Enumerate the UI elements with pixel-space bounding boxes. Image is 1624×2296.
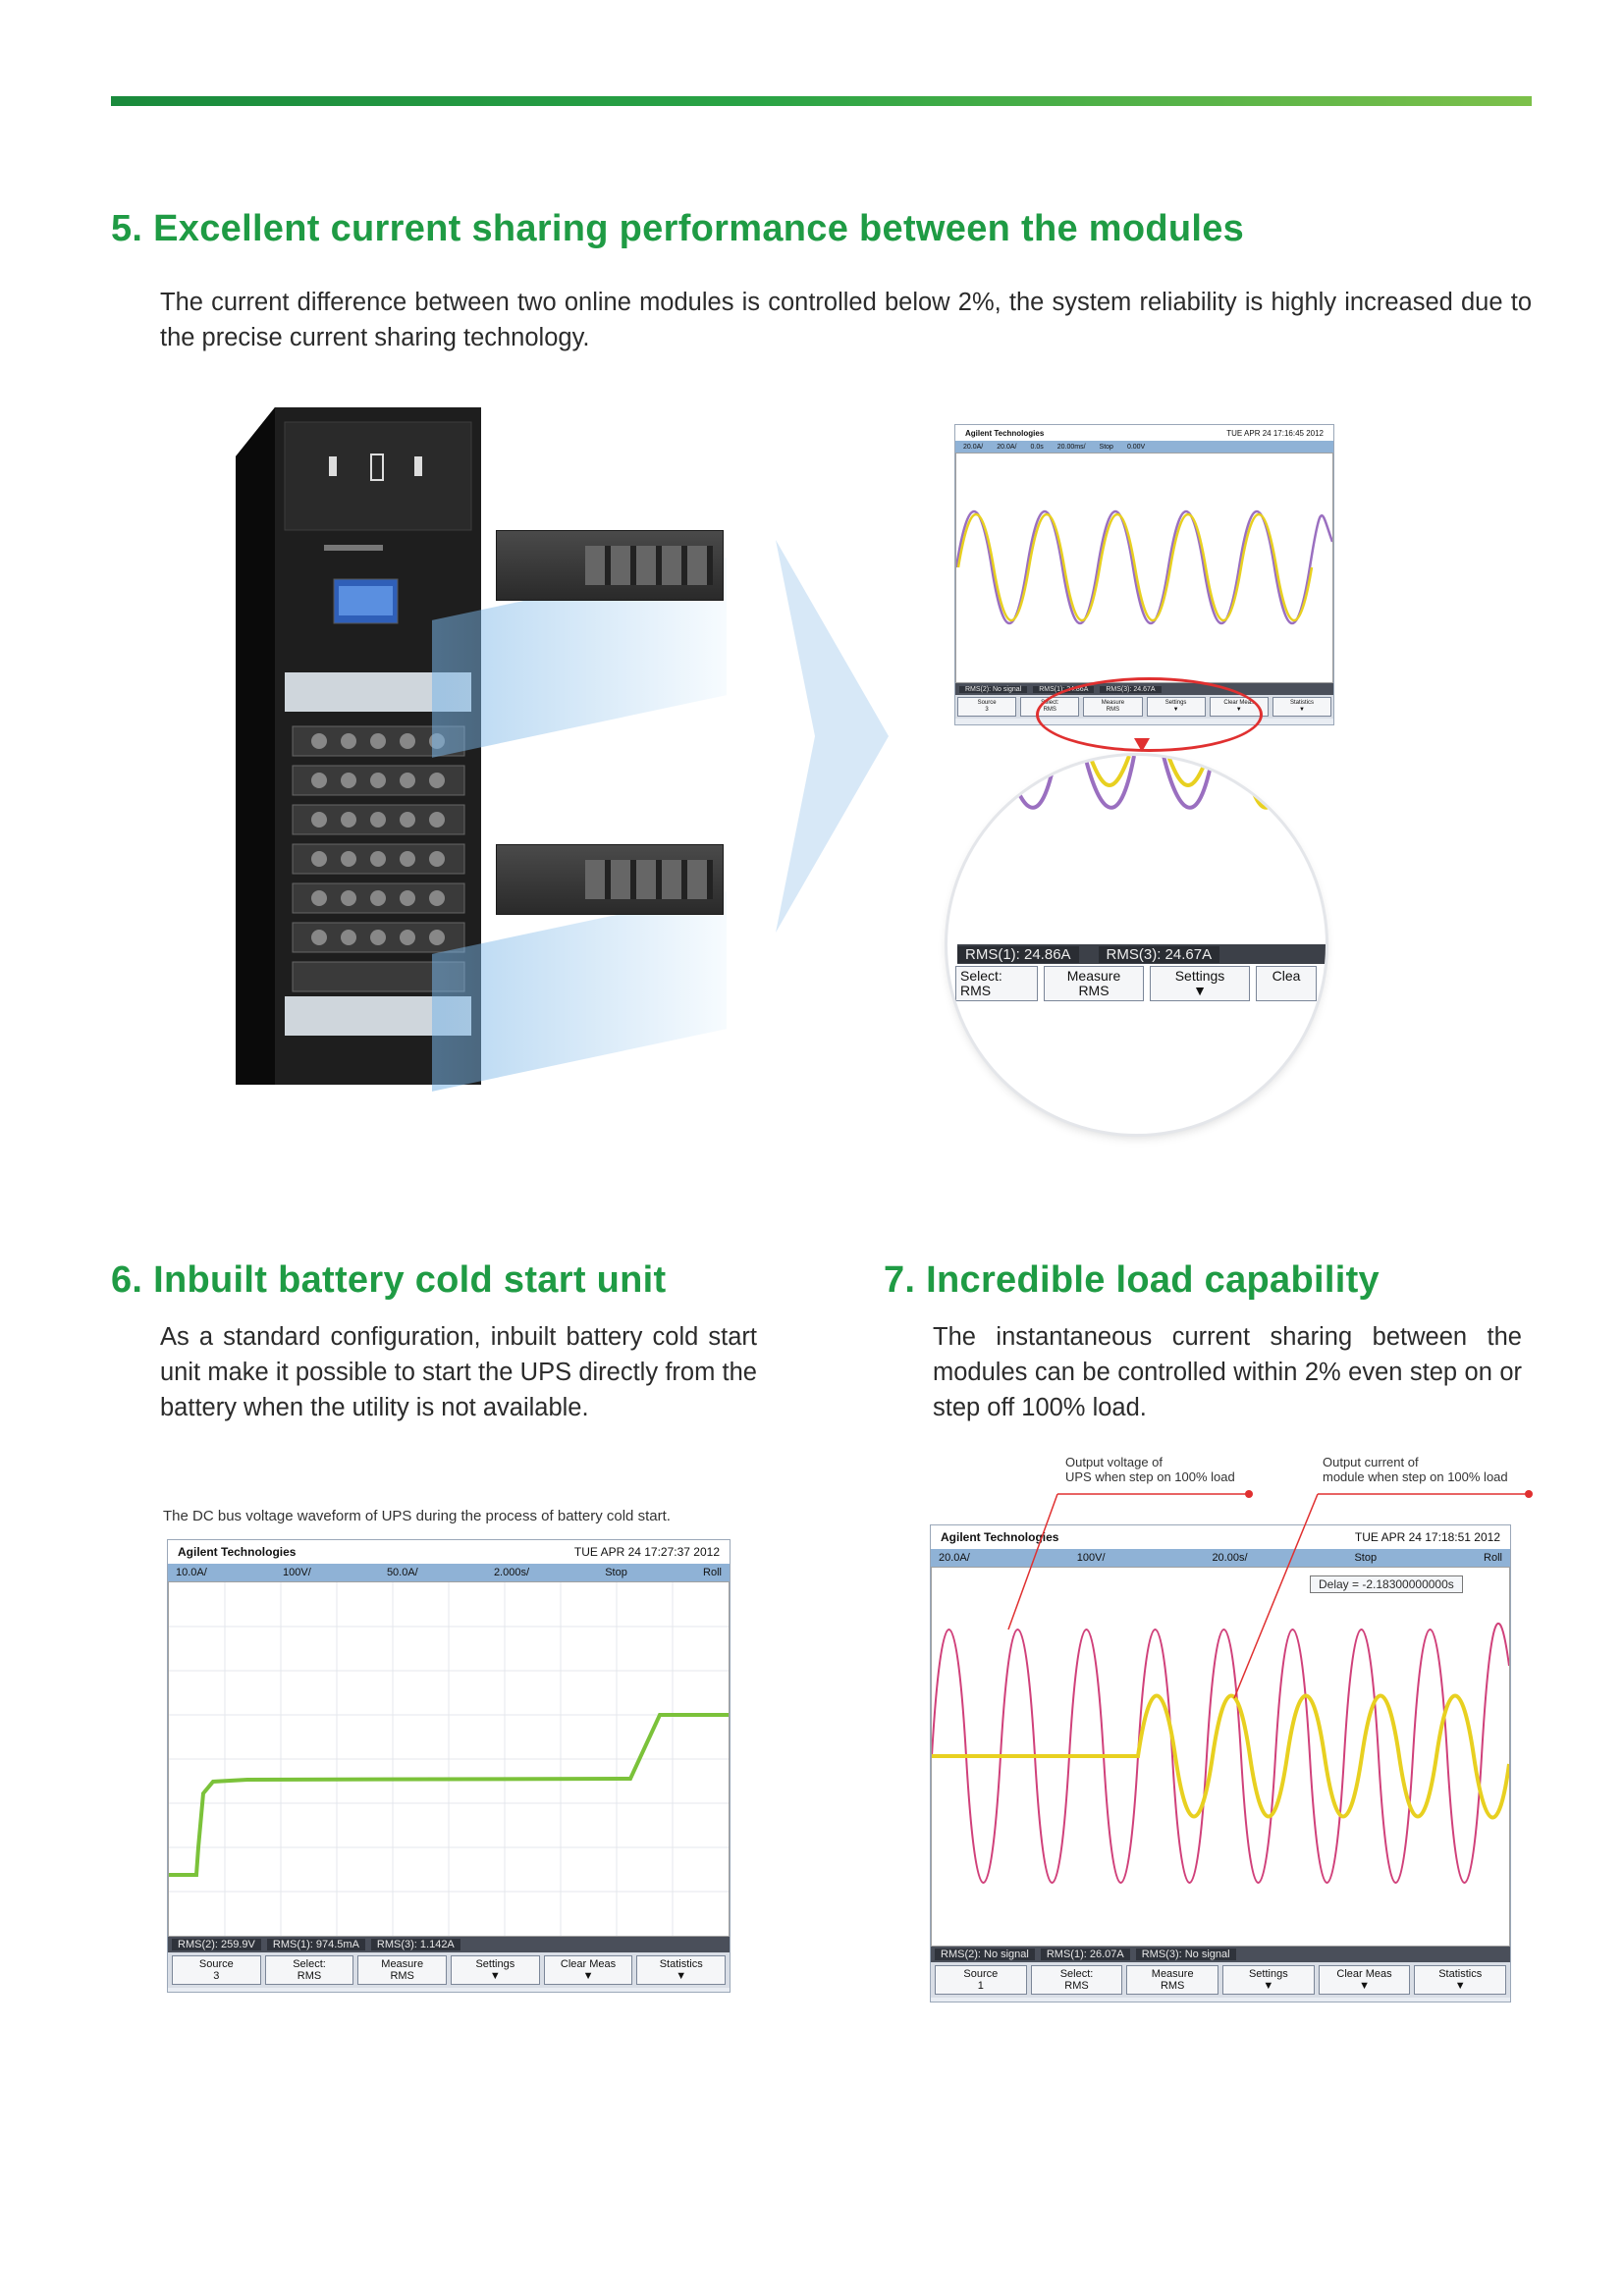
zoom-softkey-settings[interactable]: Settings ▼ [1150, 966, 1250, 1001]
zoom-status-bar [957, 944, 1326, 964]
scope6-header [168, 1540, 730, 1564]
rms-readout: RMS(2): 259.9V [172, 1939, 261, 1950]
rms-readout: RMS(3): 1.142A [371, 1939, 460, 1950]
zoom-softkeys [955, 966, 1326, 1001]
softkey-clear-meas[interactable]: Clear Meas ▼ [544, 1955, 633, 1985]
timebase: 20.00ms/ [1056, 443, 1086, 451]
scope-datetime: TUE APR 24 17:16:45 2012 [1226, 428, 1324, 438]
softkey-measure[interactable]: Measure RMS [357, 1955, 447, 1985]
scope-top-header [955, 425, 1333, 441]
power-module-bottom [496, 844, 724, 915]
annotation-leaders [930, 1472, 1539, 1708]
trigger-level: 0.00V [1126, 443, 1146, 451]
time-offset: 0.0s [1030, 443, 1044, 451]
scope-datetime: TUE APR 24 17:27:37 2012 [573, 1545, 720, 1559]
power-module-top [496, 530, 724, 601]
ch3-scale: 50.0A/ [386, 1567, 418, 1578]
softkey-settings[interactable]: Settings ▼ [1147, 697, 1206, 717]
rms-readout: RMS(1): 974.5mA [267, 1939, 365, 1950]
top-divider-bar [111, 96, 1532, 106]
ch3-scale: 100V/ [1076, 1552, 1106, 1564]
leader-current-dot [1525, 1490, 1533, 1498]
ch1-scale: 10.0A/ [176, 1567, 207, 1578]
arrow-graphic [776, 540, 893, 933]
section-6-heading: 6. Inbuilt battery cold start unit [111, 1259, 667, 1301]
softkey-select[interactable]: Select: RMS [1020, 697, 1079, 717]
annotation-voltage: Output voltage of UPS when step on 100% load [1065, 1455, 1235, 1484]
mode: Roll [1484, 1552, 1502, 1564]
softkey-statistics[interactable]: Statistics ▼ [1272, 697, 1331, 717]
scope7-softkeys [931, 1962, 1510, 1998]
rms-readout: RMS(3): No signal [1136, 1949, 1236, 1960]
agilent-brand: Agilent Technologies [941, 1530, 1059, 1544]
section-5-body: The current difference between two online modules is controlled below 2%, the system reliability is highly increased due to the precise current sharing technology. [160, 289, 1532, 351]
zoom-rms-1: RMS(1): 24.86A [957, 946, 1079, 963]
rms-readout: RMS(2): No signal [935, 1949, 1035, 1960]
zoom-magnifier [947, 756, 1326, 1134]
highlight-arrow [1134, 738, 1150, 752]
timebase: 20.00s/ [1212, 1552, 1248, 1564]
section-6-caption: The DC bus voltage waveform of UPS during the process of battery cold start. [163, 1508, 671, 1524]
softkey-measure[interactable]: Measure RMS [1126, 1965, 1218, 1995]
agilent-brand: Agilent Technologies [965, 428, 1045, 438]
timebase: 2.000s/ [493, 1567, 530, 1578]
rms-readout: RMS(2): No signal [959, 686, 1027, 693]
rms-readout: RMS(1): 26.07A [1041, 1949, 1130, 1960]
zoom-rms-3: RMS(3): 24.67A [1099, 946, 1220, 963]
softkey-select[interactable]: Select: RMS [1031, 1965, 1123, 1995]
ch1-scale: 20.0A/ [939, 1552, 970, 1564]
ch2-scale: 100V/ [283, 1567, 311, 1578]
softkey-source[interactable]: Source 3 [957, 697, 1016, 717]
ch-scale: 20.0A/ [997, 443, 1017, 451]
scope-datetime: TUE APR 24 17:18:51 2012 [1354, 1530, 1500, 1544]
delay-readout: Delay = -2.18300000000s [1310, 1575, 1463, 1593]
softkey-source[interactable]: Source 1 [935, 1965, 1027, 1995]
softkey-statistics[interactable]: Statistics ▼ [1414, 1965, 1506, 1995]
section-7-body: The instantaneous current sharing between the modules can be controlled within 2% even step on or step off 100% load. [933, 1323, 1522, 1421]
annotation-current: Output current of module when step on 100% load [1323, 1455, 1508, 1484]
leader-voltage-dot [1245, 1490, 1253, 1498]
softkey-measure[interactable]: Measure RMS [1083, 697, 1142, 717]
scope6-status [168, 1937, 730, 1952]
softkey-clear-meas[interactable]: Clear Meas ▼ [1319, 1965, 1411, 1995]
rms-readout: RMS(1): 24.86A [1033, 686, 1094, 693]
zoom-softkey-measure[interactable]: Measure RMS [1044, 966, 1144, 1001]
softkey-settings[interactable]: Settings ▼ [1222, 1965, 1315, 1995]
scope-cold-start-screenshot [167, 1539, 731, 1993]
run-state: Stop [1354, 1552, 1378, 1564]
softkey-source[interactable]: Source 3 [172, 1955, 261, 1985]
run-state: Stop [605, 1567, 627, 1578]
softkey-clear-meas[interactable]: Clear Meas ▼ [1210, 697, 1269, 717]
scope7-status [931, 1947, 1510, 1962]
leader-voltage [1008, 1494, 1057, 1629]
ch-scale: 20.0A/ [963, 443, 984, 451]
section-7-heading: 7. Incredible load capability [884, 1259, 1380, 1301]
scope-channel-bar [955, 441, 1333, 453]
mode: Roll [703, 1567, 722, 1578]
scope6-waveform [168, 1581, 730, 1937]
section-6-body: As a standard configuration, inbuilt battery cold start unit make it possible to start the UPS directly from the battery when the utility is not available. [160, 1323, 757, 1421]
scope6-channel-bar [168, 1564, 730, 1581]
scope6-softkeys [168, 1952, 730, 1988]
softkey-statistics[interactable]: Statistics ▼ [636, 1955, 726, 1985]
leader-current [1234, 1494, 1318, 1698]
softkey-select[interactable]: Select: RMS [265, 1955, 354, 1985]
run-state: Stop [1099, 443, 1113, 451]
zoom-softkey-clear[interactable]: Clea [1256, 966, 1317, 1001]
section-5-heading: 5. Excellent current sharing performance between the modules [111, 208, 1245, 249]
zoom-softkey-select[interactable]: Select: RMS [955, 966, 1038, 1001]
softkey-settings[interactable]: Settings ▼ [451, 1955, 540, 1985]
agilent-brand: Agilent Technologies [178, 1545, 297, 1559]
scope-top-waveform [955, 453, 1333, 683]
rms-readout: RMS(3): 24.67A [1100, 686, 1161, 693]
